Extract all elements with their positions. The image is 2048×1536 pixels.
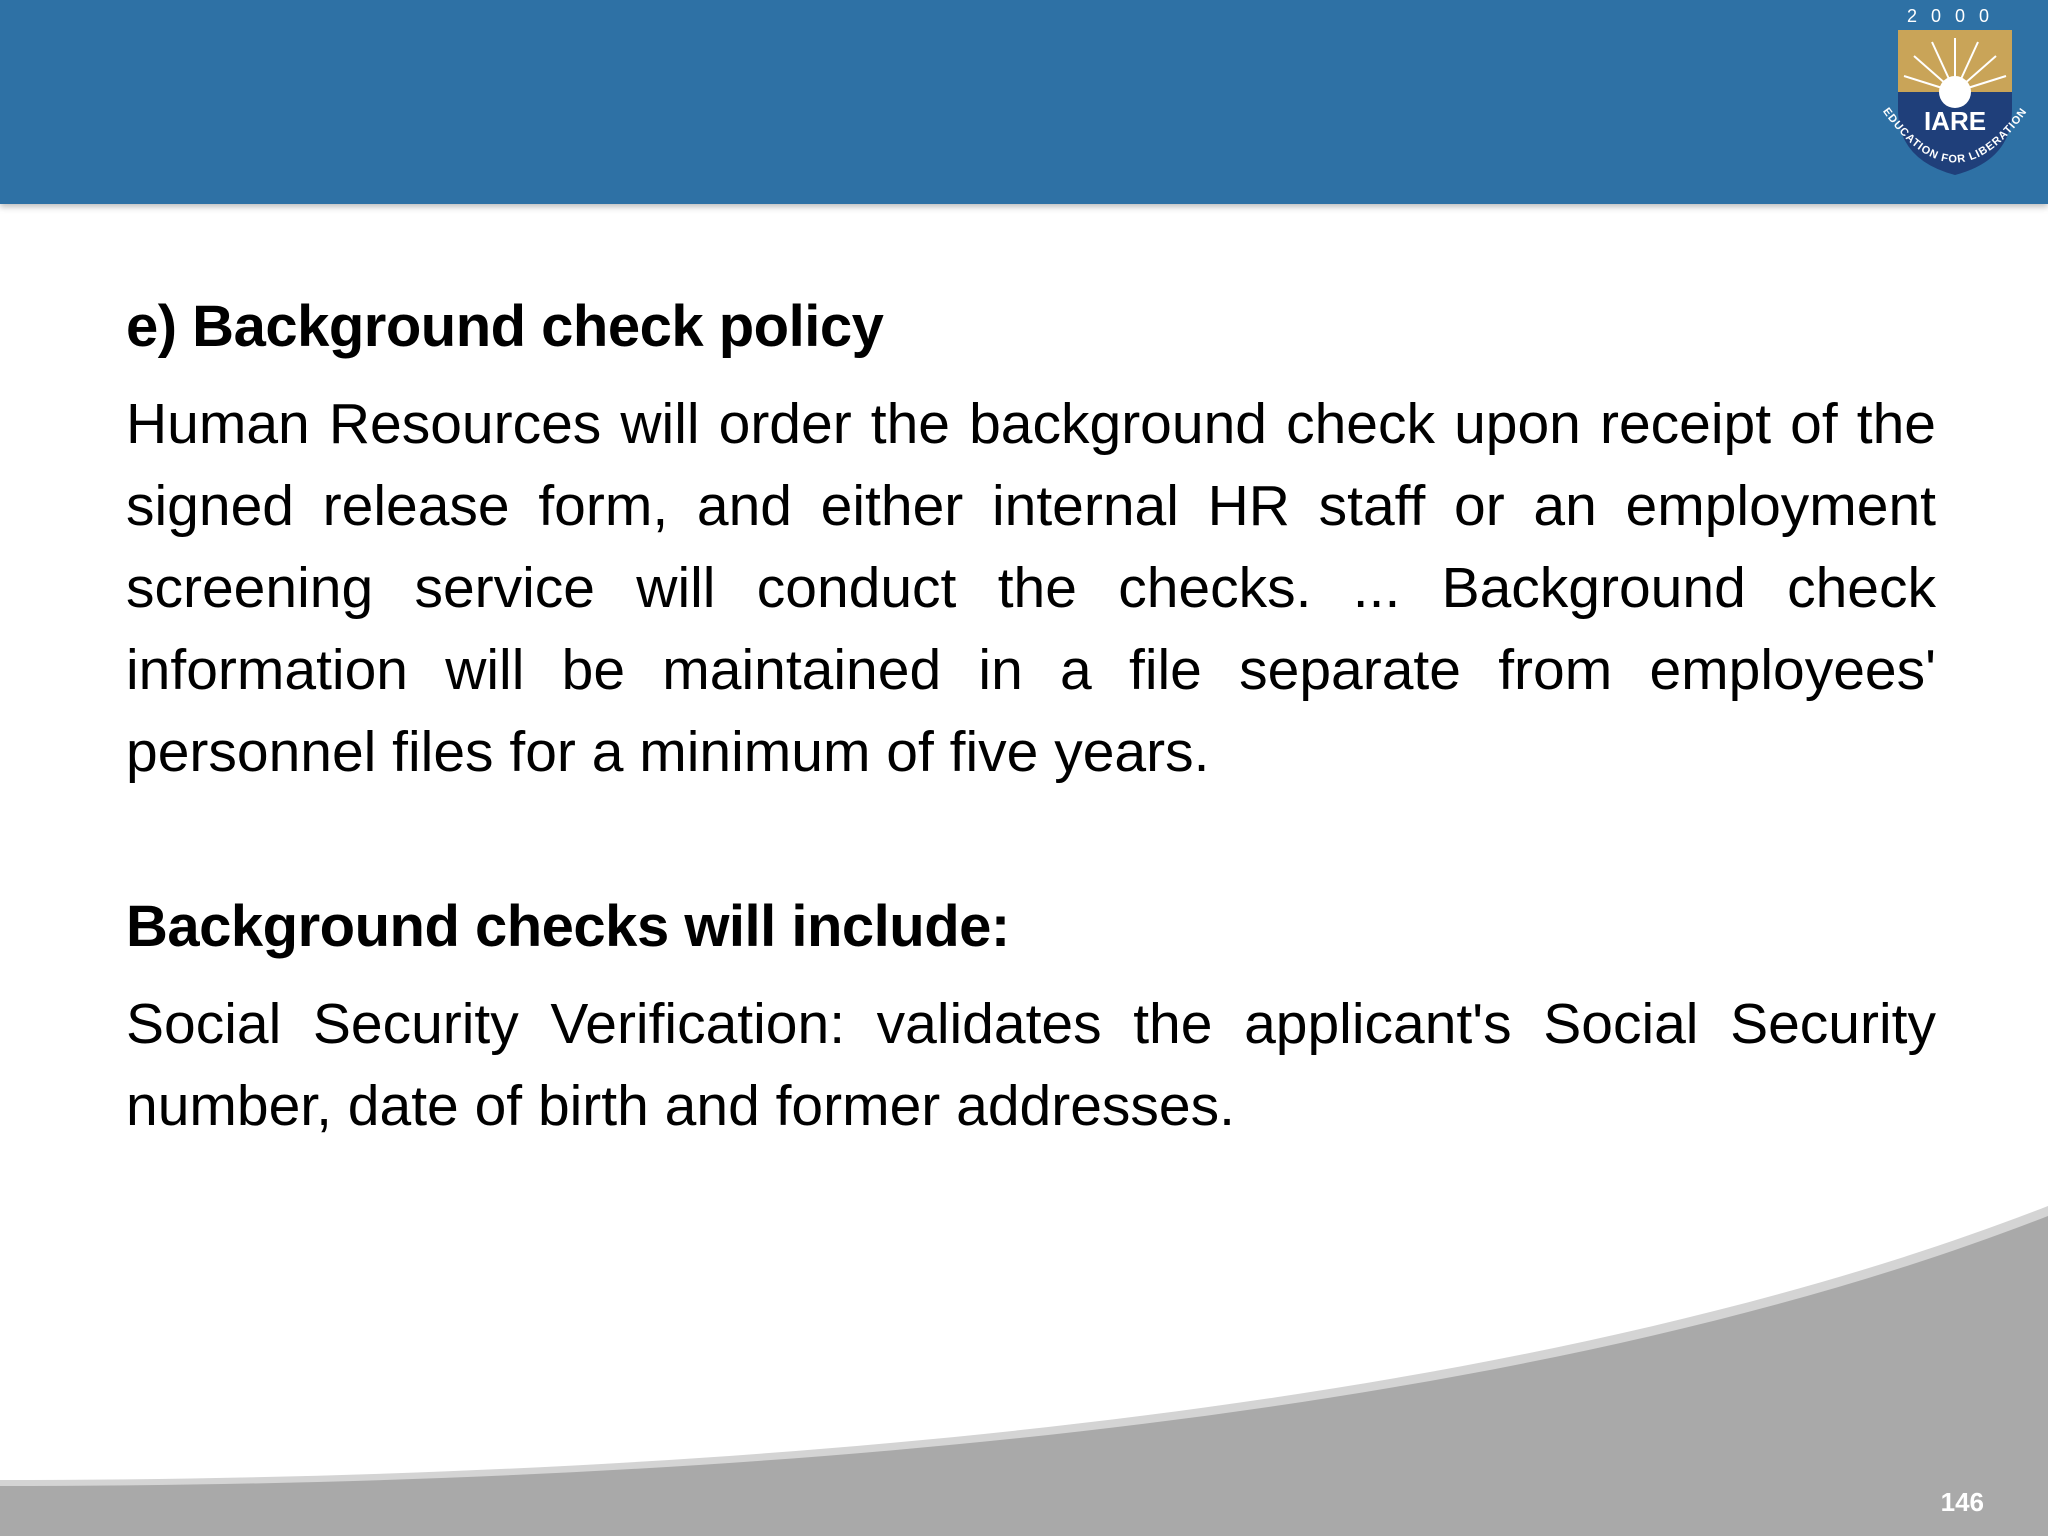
footer-swoosh [0, 1180, 2048, 1536]
header-band [0, 0, 2048, 204]
checks-paragraph: Social Security Verification: validates the applicant's Social Security number, date of birth and former addresses. [126, 992, 1936, 1138]
logo-name: IARE [1923, 106, 1987, 136]
slide-content [126, 285, 1936, 1147]
logo-motto: EDUCATION FOR LIBERATION [1880, 105, 2030, 166]
logo-year: 2000 [1906, 6, 2004, 26]
policy-paragraph: Human Resources will order the background check upon receipt of the signed release form, and either internal HR staff or an employment screening service will conduct the checks. ... Background check information will be maintained in a file separate from employees' personnel files for a minimum of five years. [126, 392, 1936, 784]
checks-heading: Background checks will include: [126, 894, 1010, 959]
page-number: 146 [1940, 1487, 1984, 1517]
section-heading: e) Background check policy [126, 294, 884, 359]
iare-logo [1862, 0, 2048, 204]
